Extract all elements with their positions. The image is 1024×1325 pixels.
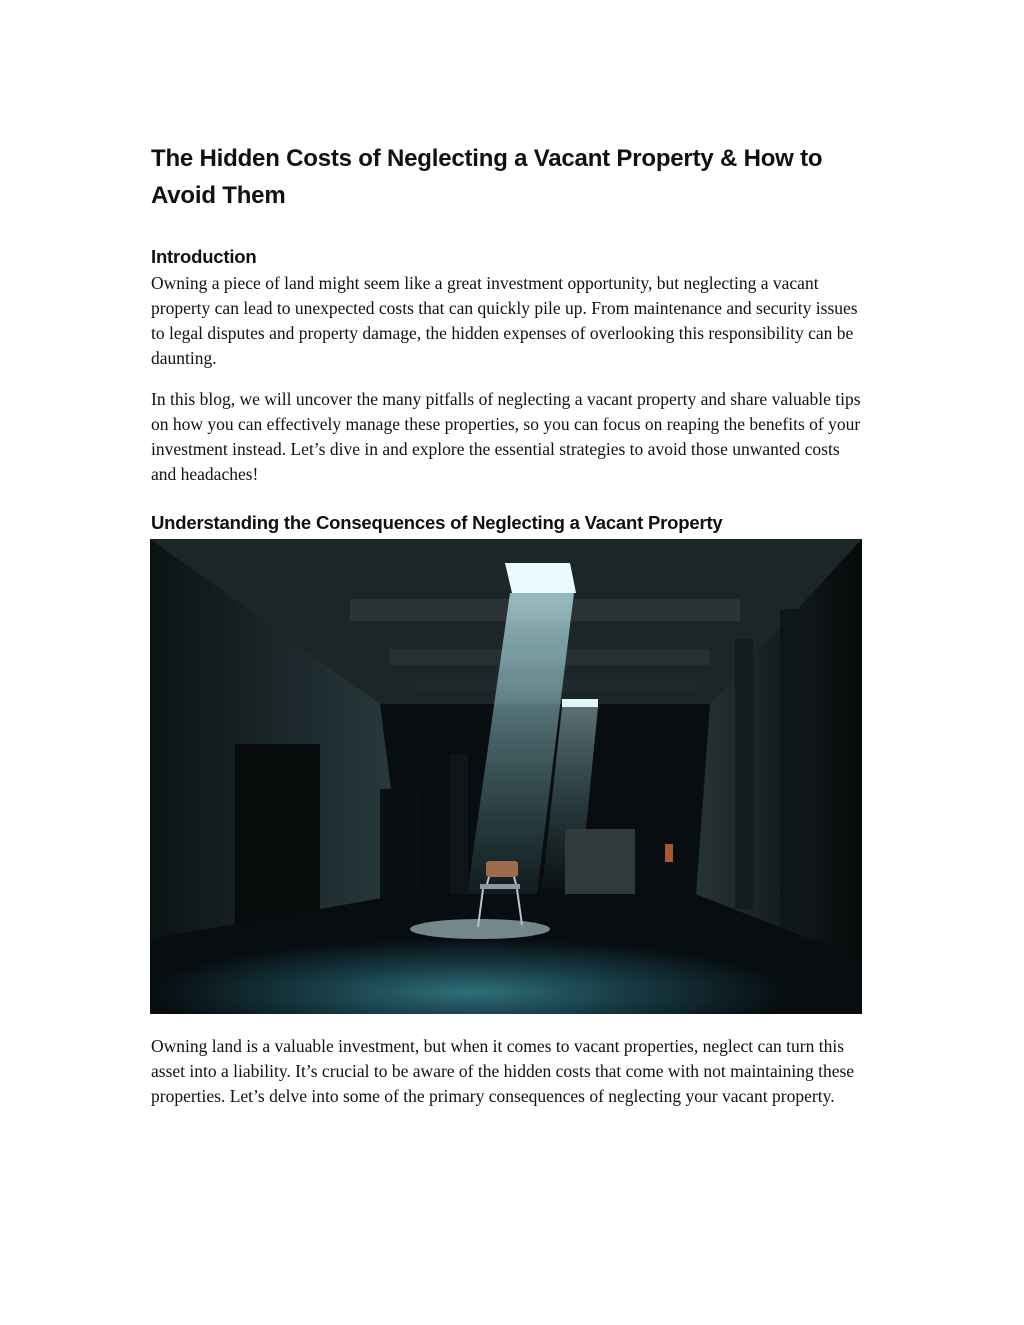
article-title: The Hidden Costs of Neglecting a Vacant Property & How to Avoid Them <box>151 145 823 209</box>
intro-paragraph-2: In this blog, we will uncover the many pitfalls of neglecting a vacant property and share valuable tips on how you can effectively manage these properties, so you can focus on reaping the benefits of your investment instead. Let’s dive in and explore the essential strategies to avoid those unwanted costs and headaches! <box>151 389 861 484</box>
section-paragraph: Owning land is a valuable investment, but when it comes to vacant properties, neglect can turn this asset into a liability. It’s crucial to be aware of the hidden costs that come with not maintaining these properties. Let’s delve into some of the primary consequences of neglecting your vacant property. <box>151 1036 855 1106</box>
intro-paragraph-1: Owning a piece of land might seem like a great investment opportunity, but neglecting a vacant property can lead to unexpected costs that can quickly pile up. From maintenance and security issues to legal disputes and property damage, the hidden expenses of overlooking this responsibility can be daunting. <box>151 273 858 368</box>
section-heading: Understanding the Consequences of Neglecting a Vacant Property <box>151 512 723 533</box>
article <box>151 140 866 1125</box>
abandoned-warehouse-photo <box>150 539 862 1014</box>
intro-heading: Introduction <box>151 246 257 267</box>
